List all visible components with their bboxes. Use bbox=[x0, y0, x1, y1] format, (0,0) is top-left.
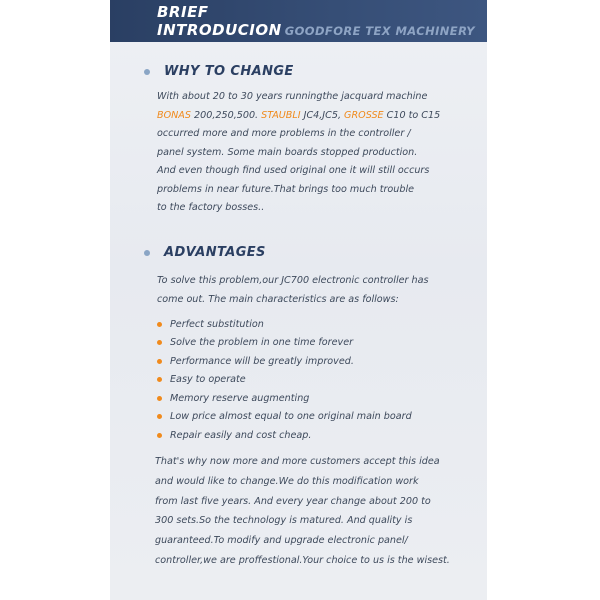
orange-bullet-icon bbox=[157, 377, 162, 382]
list-item-text: Low price almost equal to one original main board bbox=[170, 411, 412, 423]
list-item-text: Performance will be greatly improved. bbox=[170, 355, 354, 367]
intro-panel bbox=[110, 0, 487, 600]
banner-title-line1: BRIEF bbox=[157, 3, 209, 21]
why-line-4: panel system. Some main boards stopped production. bbox=[157, 146, 418, 158]
conclusion-line-4: 300 sets.So the technology is matured. And quality is bbox=[155, 515, 413, 527]
why-line-7: to the factory bosses.. bbox=[157, 202, 265, 213]
conclusion-line-2: and would like to change.We do this modification work bbox=[155, 475, 419, 487]
section-why-heading bbox=[144, 64, 294, 79]
banner-title bbox=[157, 3, 282, 39]
section-advantages-title: ADVANTAGES bbox=[164, 245, 266, 260]
conclusion-line-1: That's why now more and more customers accept this idea bbox=[155, 456, 440, 467]
orange-bullet-icon bbox=[157, 359, 162, 364]
why-line-3: occurred more and more problems in the controller / bbox=[157, 128, 411, 139]
orange-bullet-icon bbox=[157, 414, 162, 419]
brand-staubli: STAUBLI bbox=[261, 109, 301, 121]
section-advantages-heading bbox=[144, 245, 266, 260]
why-line-6: problems in near future.That brings too much trouble bbox=[157, 183, 415, 195]
brand-bonas: BONAS bbox=[157, 109, 191, 121]
advantages-intro bbox=[157, 272, 477, 309]
list-item bbox=[157, 352, 412, 371]
list-item-text: Memory reserve augmenting bbox=[170, 392, 310, 404]
list-item bbox=[157, 371, 412, 390]
advantages-intro-line-1: To solve this problem,our JC700 electronic controller has bbox=[157, 275, 429, 286]
why-line-2-part2: JC4,JC5, bbox=[300, 109, 345, 121]
list-item-text: Repair easily and cost cheap. bbox=[170, 429, 312, 441]
why-line-1: With about 20 to 30 years runningthe jacquard machine bbox=[157, 91, 428, 102]
section-why-text bbox=[157, 88, 477, 218]
orange-bullet-icon bbox=[157, 340, 162, 345]
list-item-text: Perfect substitution bbox=[170, 318, 264, 330]
section-bullet-icon bbox=[144, 250, 150, 256]
brand-name: GOODFORE TEX MACHINERY bbox=[284, 24, 475, 38]
list-item bbox=[157, 408, 412, 427]
list-item-text: Easy to operate bbox=[170, 374, 246, 386]
banner-title-line2: INTRODUCION bbox=[157, 21, 282, 39]
list-item bbox=[157, 389, 412, 408]
why-line-2 bbox=[157, 107, 477, 126]
section-bullet-icon bbox=[144, 69, 150, 75]
conclusion-line-6: controller,we are proffestional.Your choice to us is the wisest. bbox=[155, 554, 450, 566]
conclusion-line-5: guaranteed.To modify and upgrade electronic panel/ bbox=[155, 535, 408, 547]
orange-bullet-icon bbox=[157, 322, 162, 327]
advantages-list bbox=[157, 315, 412, 445]
header-banner bbox=[110, 0, 487, 42]
advantages-intro-line-2: come out. The main characteristics are as follows: bbox=[157, 293, 399, 305]
list-item bbox=[157, 334, 412, 353]
list-item-text: Solve the problem in one time forever bbox=[170, 337, 354, 349]
conclusion-text bbox=[155, 452, 485, 571]
why-line-2-part1: 200,250,500. bbox=[190, 109, 262, 121]
orange-bullet-icon bbox=[157, 433, 162, 438]
section-why-title: WHY TO CHANGE bbox=[164, 64, 294, 79]
why-line-5: And even though find used original one it will still occurs bbox=[157, 165, 430, 176]
list-item bbox=[157, 426, 412, 445]
conclusion-line-3: from last five years. And every year change about 200 to bbox=[155, 495, 431, 507]
why-line-2-part3: C10 to C15 bbox=[383, 109, 441, 121]
list-item bbox=[157, 315, 412, 334]
brand-grosse: GROSSE bbox=[344, 109, 384, 121]
orange-bullet-icon bbox=[157, 396, 162, 401]
